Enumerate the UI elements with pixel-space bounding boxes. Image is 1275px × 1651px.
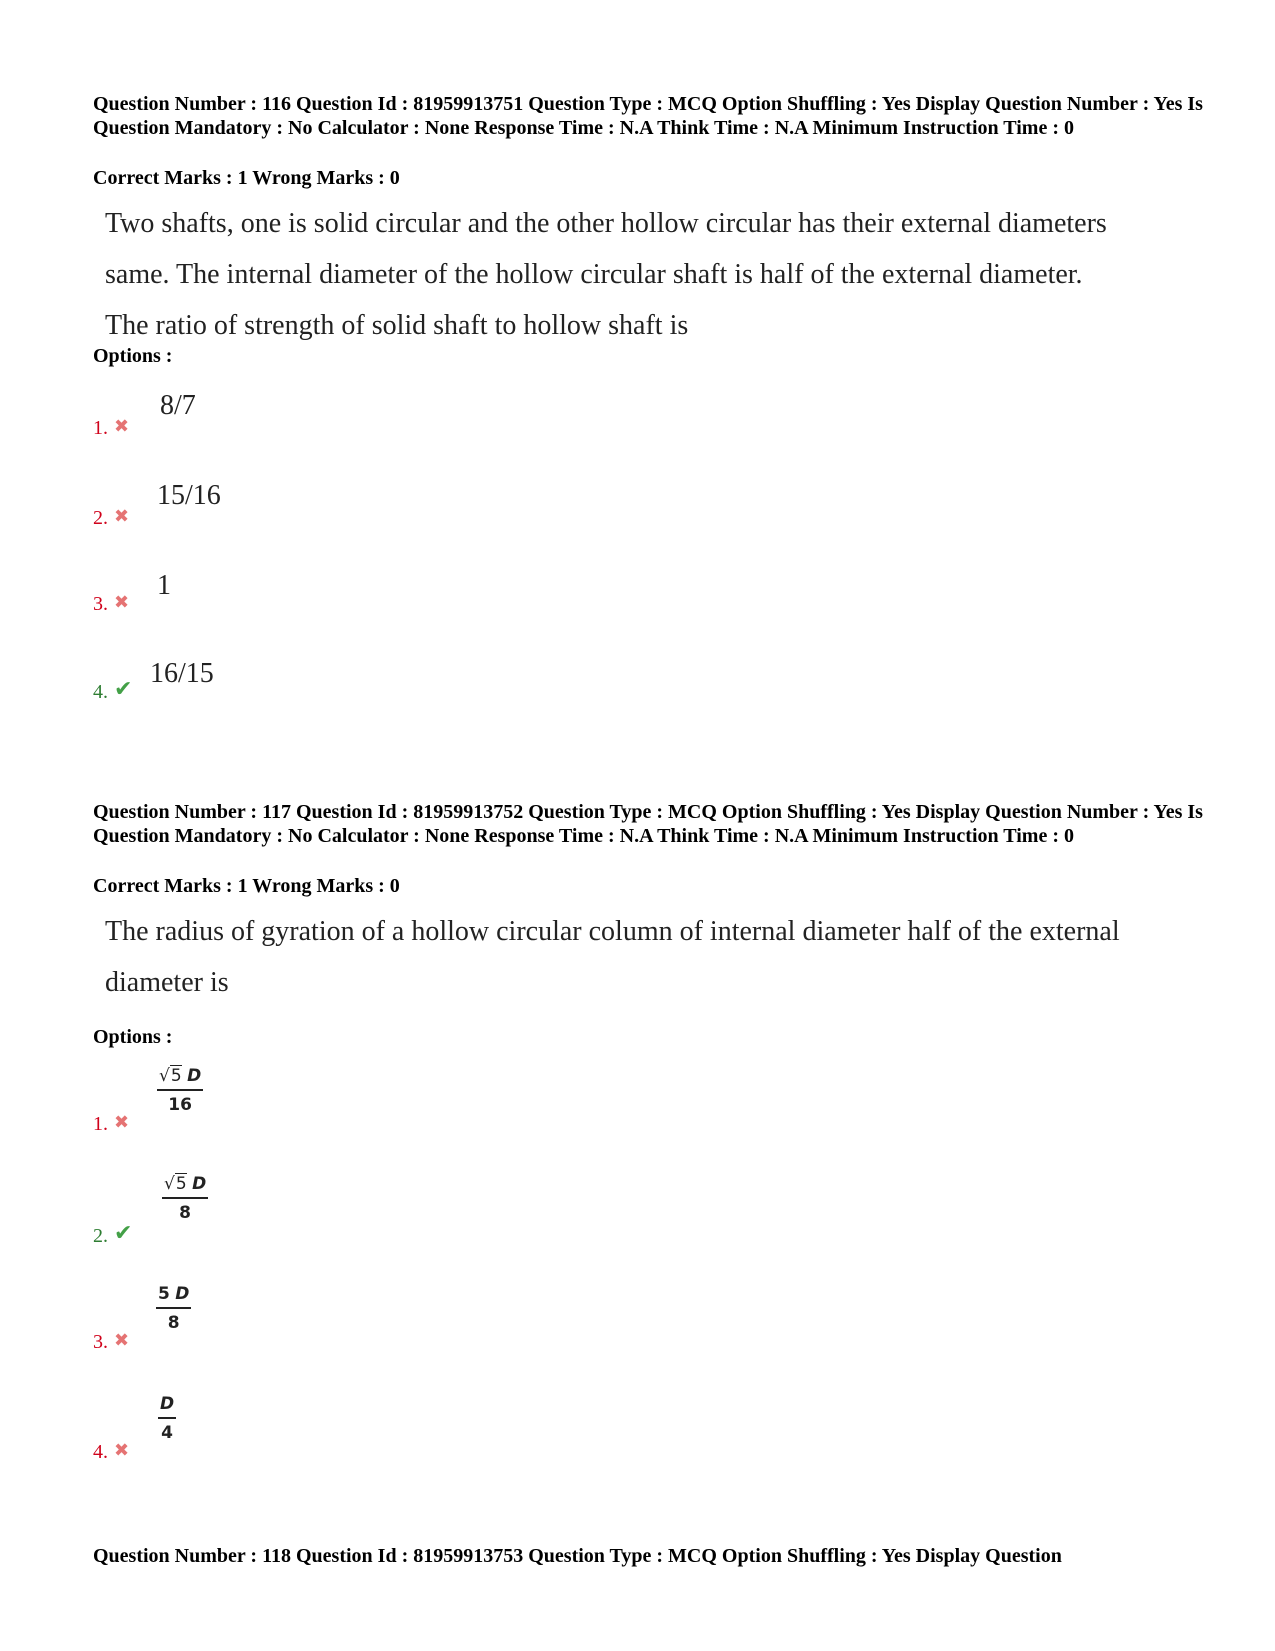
question-116-option-2-text: 15/16	[157, 480, 221, 511]
sqrt-symbol: √5	[164, 1174, 187, 1194]
question-117-option-1-fraction: $\frac{√5 D}{16}$	[159, 1066, 202, 1115]
question-116-option-3	[93, 592, 129, 616]
cross-icon: ✖	[114, 1112, 130, 1132]
question-116-marks: Correct Marks : 1 Wrong Marks : 0	[93, 167, 400, 189]
question-116-meta: Question Number : 116 Question Id : 81959913751 Question Type : MCQ Option Shuffling : Yes Display Question Number : Yes Is Question Mandatory : No Calculator : None Response Time : N.A Think Time : N.A Minimum Instruction Time : 0	[93, 93, 1203, 139]
check-icon: ✔	[114, 676, 133, 701]
question-116-stem	[105, 198, 1185, 351]
option-number: 1.	[93, 1113, 108, 1135]
question-116-options-label: Options :	[93, 345, 173, 367]
cross-icon: ✖	[114, 506, 130, 526]
question-116-stem-line: The ratio of strength of solid shaft to hollow shaft is	[105, 310, 689, 341]
question-116-option-2	[93, 506, 129, 530]
option-number: 3.	[93, 593, 108, 615]
option-number: 1.	[93, 417, 108, 439]
question-117-option-1	[93, 1112, 129, 1136]
question-118-meta: Question Number : 118 Question Id : 81959913753 Question Type : MCQ Option Shuffling : Yes Display Question	[93, 1545, 1062, 1567]
question-117-meta: Question Number : 117 Question Id : 81959913752 Question Type : MCQ Option Shuffling : Yes Display Question Number : Yes Is Question Mandatory : No Calculator : None Response Time : N.A Think Time : N.A Minimum Instruction Time : 0	[93, 801, 1203, 847]
cross-icon: ✖	[114, 1330, 130, 1350]
question-116-stem-line: Two shafts, one is solid circular and the other hollow circular has their external diameters	[105, 208, 1107, 239]
cross-icon: ✖	[114, 592, 130, 612]
question-117-marks: Correct Marks : 1 Wrong Marks : 0	[93, 875, 400, 897]
question-116-option-3-text: 1	[157, 570, 171, 601]
question-116-stem-line: same. The internal diameter of the hollow circular shaft is half of the external diameter.	[105, 259, 1083, 290]
question-117-stem	[105, 906, 1185, 1008]
question-117-option-3	[93, 1330, 129, 1354]
question-117-stem-line: diameter is	[105, 967, 229, 998]
option-number: 2.	[93, 507, 108, 529]
option-number: 3.	[93, 1331, 108, 1353]
option-number: 4.	[93, 681, 108, 703]
question-117-stem-line: The radius of gyration of a hollow circular column of internal diameter half of the external	[105, 916, 1120, 947]
sqrt-symbol: √5	[159, 1066, 182, 1086]
cross-icon: ✖	[114, 1440, 130, 1460]
question-117-option-4	[93, 1440, 129, 1464]
question-116-option-4-text: 16/15	[150, 658, 214, 689]
question-117-option-2-fraction: $\frac{√5 D}{8}$	[164, 1174, 207, 1223]
question-116-option-4	[93, 676, 132, 704]
question-117-options-label: Options :	[93, 1026, 173, 1048]
question-117-option-2	[93, 1220, 132, 1248]
question-116-option-1	[93, 416, 129, 440]
question-117-option-3-fraction: $\frac{5 D}{8}$	[158, 1284, 190, 1333]
option-number: 4.	[93, 1441, 108, 1463]
option-number: 2.	[93, 1225, 108, 1247]
question-116-option-1-text: 8/7	[160, 390, 196, 421]
cross-icon: ✖	[114, 416, 130, 436]
question-117-option-4-fraction: $\frac{D}{4}$	[160, 1394, 175, 1443]
check-icon: ✔	[114, 1220, 133, 1245]
